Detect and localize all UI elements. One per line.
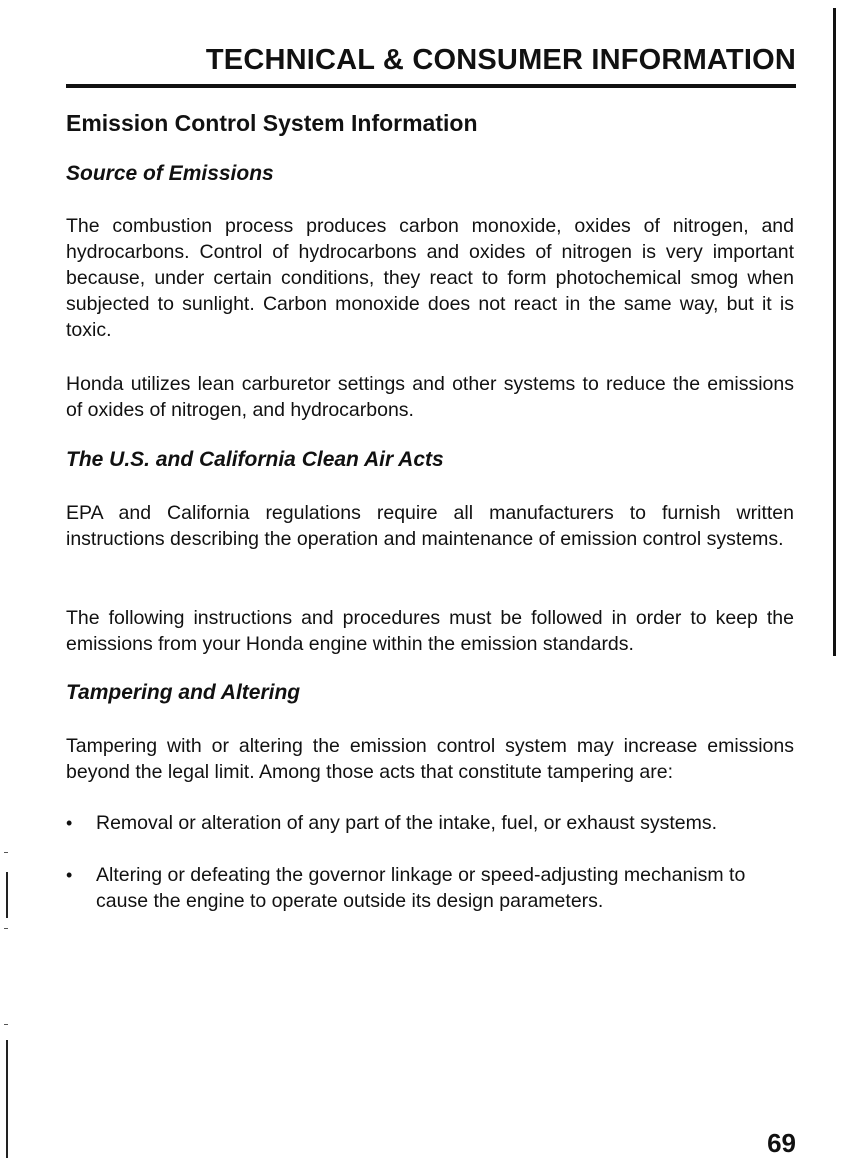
bullet-text: Removal or alteration of any part of the intake, fuel, or exhaust systems. [96,812,718,834]
page-number: 69 [767,1128,796,1158]
paragraph-following-instructions: The following instructions and procedures must be followed in order to keep the emissions from your Honda engine within the emission standards. [66,607,794,655]
paragraph-combustion: The combustion process produces carbon monoxide, oxides of nitrogen, and hydrocarbons. Control of hydrocarbons and oxides of nitrogen is very important because, under certain conditions, they react to form photochemical smog when subjected to sunlight. Carbon monoxide does not react in the same way, but it is toxic. [66,215,794,341]
header-rule [66,84,796,88]
section-title: Emission Control System Information [66,110,478,136]
list-item [66,862,794,914]
bullet-text: Altering or defeating the governor linkage or speed-adjusting mechanism to cause the engine to operate outside its design parameters. [96,864,746,912]
page-edge-left-mark [6,1040,8,1158]
list-item [66,810,794,836]
paragraph-epa-regulations: EPA and California regulations require all manufacturers to furnish written instructions describing the operation and maintenance of emission control systems. [66,502,794,550]
scan-tick [4,1024,8,1025]
subheading-tampering: Tampering and Altering [66,681,301,704]
paragraph-tampering: Tampering with or altering the emission control system may increase emissions beyond the legal limit. Among those acts that constitute tampering are: [66,735,794,783]
page-header-title: TECHNICAL & CONSUMER INFORMATION [205,44,796,76]
subheading-source-of-emissions: Source of Emissions [66,162,274,185]
bullet-icon: • [66,865,73,885]
subheading-clean-air-acts: The U.S. and California Clean Air Acts [66,448,444,471]
page-edge-left-mark [6,872,8,918]
paragraph-honda-lean-settings: Honda utilizes lean carburetor settings and other systems to reduce the emissions of oxides of nitrogen, and hydrocarbons. [66,373,794,421]
bullet-icon: • [66,813,73,833]
scan-tick [4,928,8,929]
scan-tick [4,852,8,853]
page-edge-right [833,8,836,656]
